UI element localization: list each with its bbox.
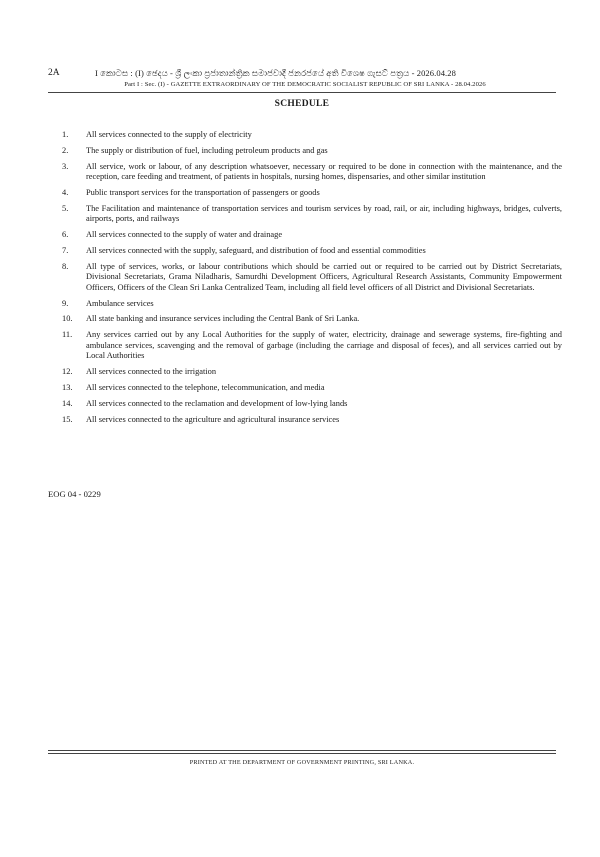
item-number: 7.	[62, 245, 69, 255]
item-text: All service, work or labour, of any description whatsoever, necessary or required to be done in connection with the maintenance, and the reception, care feeding and treatment, of patients in hospitals, nursing homes, dispensaries, and other similar institution	[86, 161, 562, 182]
item-text: All services connected to the supply of electricity	[86, 130, 252, 139]
item-number: 9.	[62, 298, 69, 308]
header-divider	[48, 92, 556, 93]
item-text: All services connected to the reclamation and development of low-lying lands	[86, 398, 348, 408]
page-number: 2A	[48, 68, 60, 78]
schedule-item	[62, 330, 562, 362]
schedule-item	[62, 314, 562, 325]
gazette-header-english: Part I : Sec. (I) - GAZETTE EXTRAORDINARY OF THE DEMOCRATIC SOCIALIST REPUBLIC OF SRI LANKA - 28.04.2026	[124, 81, 486, 88]
item-number: 13.	[62, 382, 73, 392]
item-text: The supply or distribution of fuel, including petroleum products and gas	[86, 145, 328, 155]
item-number: 15.	[62, 414, 73, 424]
footer-divider-top	[48, 750, 556, 751]
schedule-item	[62, 415, 562, 426]
item-text: Public transport services for the transportation of passengers or goods	[86, 187, 320, 197]
item-number: 10.	[62, 314, 73, 324]
schedule-item	[62, 204, 562, 225]
item-number: 8.	[62, 261, 69, 271]
printer-footer: PRINTED AT THE DEPARTMENT OF GOVERNMENT PRINTING, SRI LANKA.	[189, 759, 415, 766]
reference-number: EOG 04 - 0229	[48, 489, 101, 499]
item-number: 11.	[62, 330, 73, 340]
item-text: All services connected to the telephone, telecommunication, and media	[86, 382, 325, 392]
item-number: 3.	[62, 161, 69, 171]
schedule-item	[62, 383, 562, 394]
schedule-item	[62, 367, 562, 378]
schedule-item	[62, 246, 562, 257]
item-text: All services connected with the supply, safeguard, and distribution of food and essential commodities	[86, 245, 426, 255]
item-text: Any services carried out by any Local Authorities for the supply of water, electricity, drainage and sewerage systems, fire-fighting and ambulance services, scavenging and the removal of garbage (including the carriage and disposal of feces), and all services carried out by Local Authorities	[86, 330, 562, 361]
schedule-item	[62, 299, 562, 310]
schedule-title: SCHEDULE	[274, 99, 330, 109]
item-number: 2.	[62, 145, 69, 155]
item-number: 4.	[62, 187, 69, 197]
schedule-list	[62, 130, 562, 430]
schedule-item	[62, 146, 562, 157]
item-number: 1.	[62, 130, 69, 139]
schedule-item	[62, 230, 562, 241]
item-text: All services connected to the agriculture and agricultural insurance services	[86, 414, 340, 424]
item-text: All services connected to the supply of water and drainage	[86, 230, 283, 240]
item-number: 6.	[62, 230, 69, 240]
schedule-item	[62, 262, 562, 294]
schedule-item	[62, 399, 562, 410]
item-number: 5.	[62, 203, 69, 213]
item-text: The Facilitation and maintenance of transportation services and tourism services by road, rail, or air, including highways, bridges, culverts, airports, ports, and railways	[86, 203, 562, 224]
item-number: 12.	[62, 367, 73, 377]
item-text: Ambulance services	[86, 298, 154, 308]
footer-divider-bottom	[48, 753, 556, 754]
schedule-item	[62, 130, 562, 141]
schedule-item	[62, 162, 562, 183]
item-text: All state banking and insurance services including the Central Bank of Sri Lanka.	[86, 314, 360, 324]
schedule-item	[62, 188, 562, 199]
item-text: All services connected to the irrigation	[86, 367, 217, 377]
item-text: All type of services, works, or labour contributions which should be carried out or required to be carried out by District Secretariats, Divisional Secretariats, Grama Niladharis, Samurdhi Development Officers, Agricultural Research Assistants, Community Empowerment Officers, Officers of the Clean Sri Lanka Centralized Team, including all field level officers of all District and Divisional Secretariats.	[86, 261, 562, 292]
item-number: 14.	[62, 398, 73, 408]
gazette-header-sinhala: I කොටස : (I) ඡෙදය - ශ්‍රී ලංකා ප්‍රජාතාන්ත්‍රික සමාජවාදී ජනරජයේ අති විශෙෂ ගැසට් පත්‍රය - 2026.04.28	[95, 68, 456, 78]
